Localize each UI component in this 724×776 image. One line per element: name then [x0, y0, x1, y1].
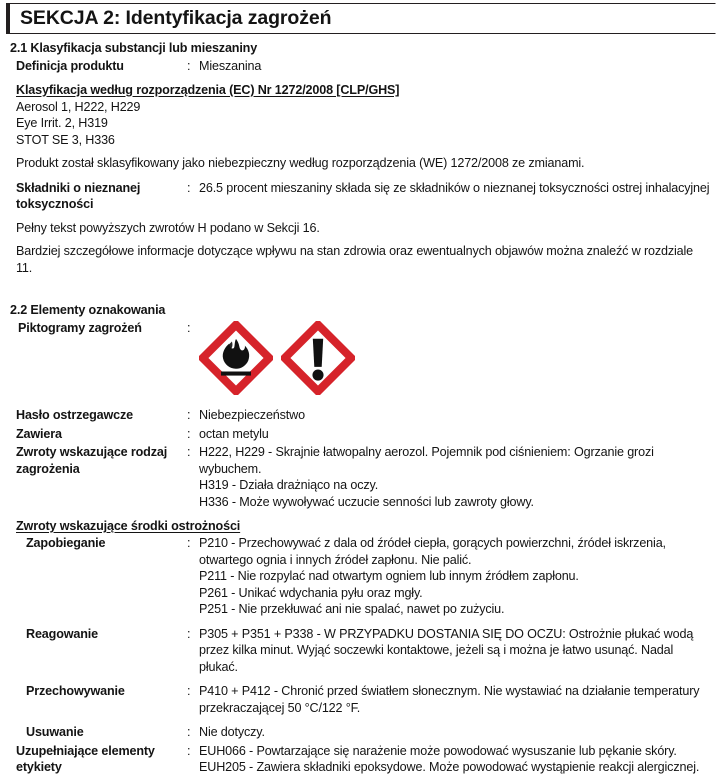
classification-note: Produkt został sklasyfikowany jako niebezpieczny według rozporządzenia (WE) 1272/2008 ze zmianami.	[16, 156, 585, 170]
pictograms-label: Piktogramy zagrożeń	[18, 321, 142, 335]
precautionary-heading: Zwroty wskazujące środki ostrożności	[16, 519, 241, 533]
row-storage	[0, 683, 724, 716]
section-header-banner	[6, 3, 716, 34]
hazard-statement-line: H319 - Działa drażniąco na oczy.	[199, 478, 379, 492]
pictograms-value	[199, 320, 724, 395]
signal-word-value: Niebezpieczeństwo	[199, 408, 305, 422]
supplemental-value	[199, 743, 724, 776]
unknown-toxicity-colon: :	[187, 180, 191, 195]
hazard-statement-line: H222, H229 - Skrajnie łatwopalny aerozol. Pojemnik pod ciśnieniem: Ogrzanie grozi wybuchem.	[199, 445, 654, 476]
prevention-line: P251 - Nie przekłuwać ani nie spalać, nawet po zużyciu.	[199, 602, 505, 616]
row-contains	[0, 426, 724, 443]
prevention-label: Zapobieganie	[26, 536, 106, 550]
classification-line: STOT SE 3, H336	[16, 132, 115, 147]
disposal-colon: :	[187, 725, 191, 739]
row-prevention	[0, 535, 724, 618]
row-disposal	[0, 724, 724, 741]
storage-colon: :	[187, 684, 191, 698]
subsection-2-1-title: 2.1 Klasyfikacja substancji lub mieszaniny	[10, 41, 258, 55]
response-label: Reagowanie	[26, 626, 98, 641]
unknown-toxicity-value: 26.5 procent mieszaniny składa się ze składników o nieznanej toksyczności ostrej inhalacyjnej	[199, 180, 710, 195]
contains-value: octan metylu	[199, 426, 269, 441]
classification-line: Eye Irrit. 2, H319	[16, 116, 108, 130]
exclamation-mark-pictogram-icon	[281, 321, 355, 395]
prevention-line: P210 - Przechowywać z dala od źródeł ciepła, gorących powierzchni, źródeł iskrzenia, otwartego ognia i innych źródeł zapłonu. Nie palić.	[199, 536, 666, 567]
supplemental-colon: :	[187, 743, 191, 758]
storage-line: P410 + P412 - Chronić przed światłem słonecznym. Nie wystawiać na działanie temperatury przekraczającej 50 °C/122 °F.	[199, 684, 700, 715]
product-definition-colon: :	[187, 59, 191, 73]
storage-value	[199, 683, 724, 716]
hazard-statements-value	[199, 444, 724, 510]
product-definition-label: Definicja produktu	[16, 59, 124, 73]
supplemental-line: EUH205 - Zawiera składniki epoksydowe. Może powodować wystąpienie reakcji alergicznej.	[199, 760, 700, 774]
more-info-note: Bardziej szczegółowe informacje dotyczące wpływu na stan zdrowia oraz ewentualnych objawów można znaleźć w rozdziale 11.	[16, 244, 693, 275]
storage-label: Przechowywanie	[26, 684, 125, 698]
supplemental-label: Uzupełniające elementy etykiety	[16, 743, 155, 774]
product-definition-value: Mieszanina	[199, 59, 262, 73]
signal-word-label: Hasło ostrzegawcze	[16, 408, 133, 422]
document-content	[0, 36, 724, 776]
hazard-statements-label: Zwroty wskazujące rodzaj zagrożenia	[16, 445, 168, 476]
row-product-definition	[0, 58, 724, 75]
disposal-label: Usuwanie	[26, 725, 84, 739]
row-supplemental	[0, 743, 724, 776]
contains-label: Zawiera	[16, 426, 62, 441]
signal-word-colon: :	[187, 408, 191, 422]
pictograms-colon: :	[187, 321, 191, 335]
supplemental-line: EUH066 - Powtarzające się narażenie może powodować wysuszanie lub pękanie skóry.	[199, 743, 677, 758]
flame-pictogram-icon	[199, 321, 273, 395]
prevention-line: P261 - Unikać wdychania pyłu oraz mgły.	[199, 585, 423, 600]
row-unknown-toxicity	[0, 180, 724, 213]
disposal-line: Nie dotyczy.	[199, 725, 265, 739]
prevention-colon: :	[187, 536, 191, 550]
response-value	[199, 626, 724, 676]
prevention-line: P211 - Nie rozpylać nad otwartym ogniem lub innym źródłem zapłonu.	[199, 569, 579, 583]
contains-colon: :	[187, 426, 191, 441]
full-text-note: Pełny tekst powyższych zwrotów H podano w Sekcji 16.	[16, 220, 320, 235]
hazard-statement-line: H336 - Może wywoływać uczucie senności lub zawroty głowy.	[199, 494, 534, 509]
row-response	[0, 626, 724, 676]
row-hazard-pictograms	[0, 320, 724, 395]
classification-line: Aerosol 1, H222, H229	[16, 99, 141, 114]
prevention-value	[199, 535, 724, 618]
classification-heading: Klasyfikacja według rozporządzenia (EC) Nr 1272/2008 [CLP/GHS]	[16, 82, 400, 97]
response-line: P305 + P351 + P338 - W PRZYPADKU DOSTANIA SIĘ DO OCZU: Ostrożnie płukać wodą przez kilka minut. Wyjąć soczewki kontaktowe, jeżeli są i można je łatwo usunąć. Nadal płukać.	[199, 626, 694, 674]
response-colon: :	[187, 626, 191, 641]
hazard-statements-colon: :	[187, 445, 191, 459]
subsection-2-2-title: 2.2 Elementy oznakowania	[10, 303, 166, 317]
unknown-toxicity-label: Składniki o nieznanej toksyczności	[16, 180, 141, 211]
row-signal-word	[0, 407, 724, 424]
disposal-value	[199, 724, 724, 741]
pictogram-list	[199, 321, 710, 395]
row-hazard-statements	[0, 444, 724, 510]
section-header-title: SEKCJA 2: Identyfikacja zagrożeń	[20, 7, 332, 29]
